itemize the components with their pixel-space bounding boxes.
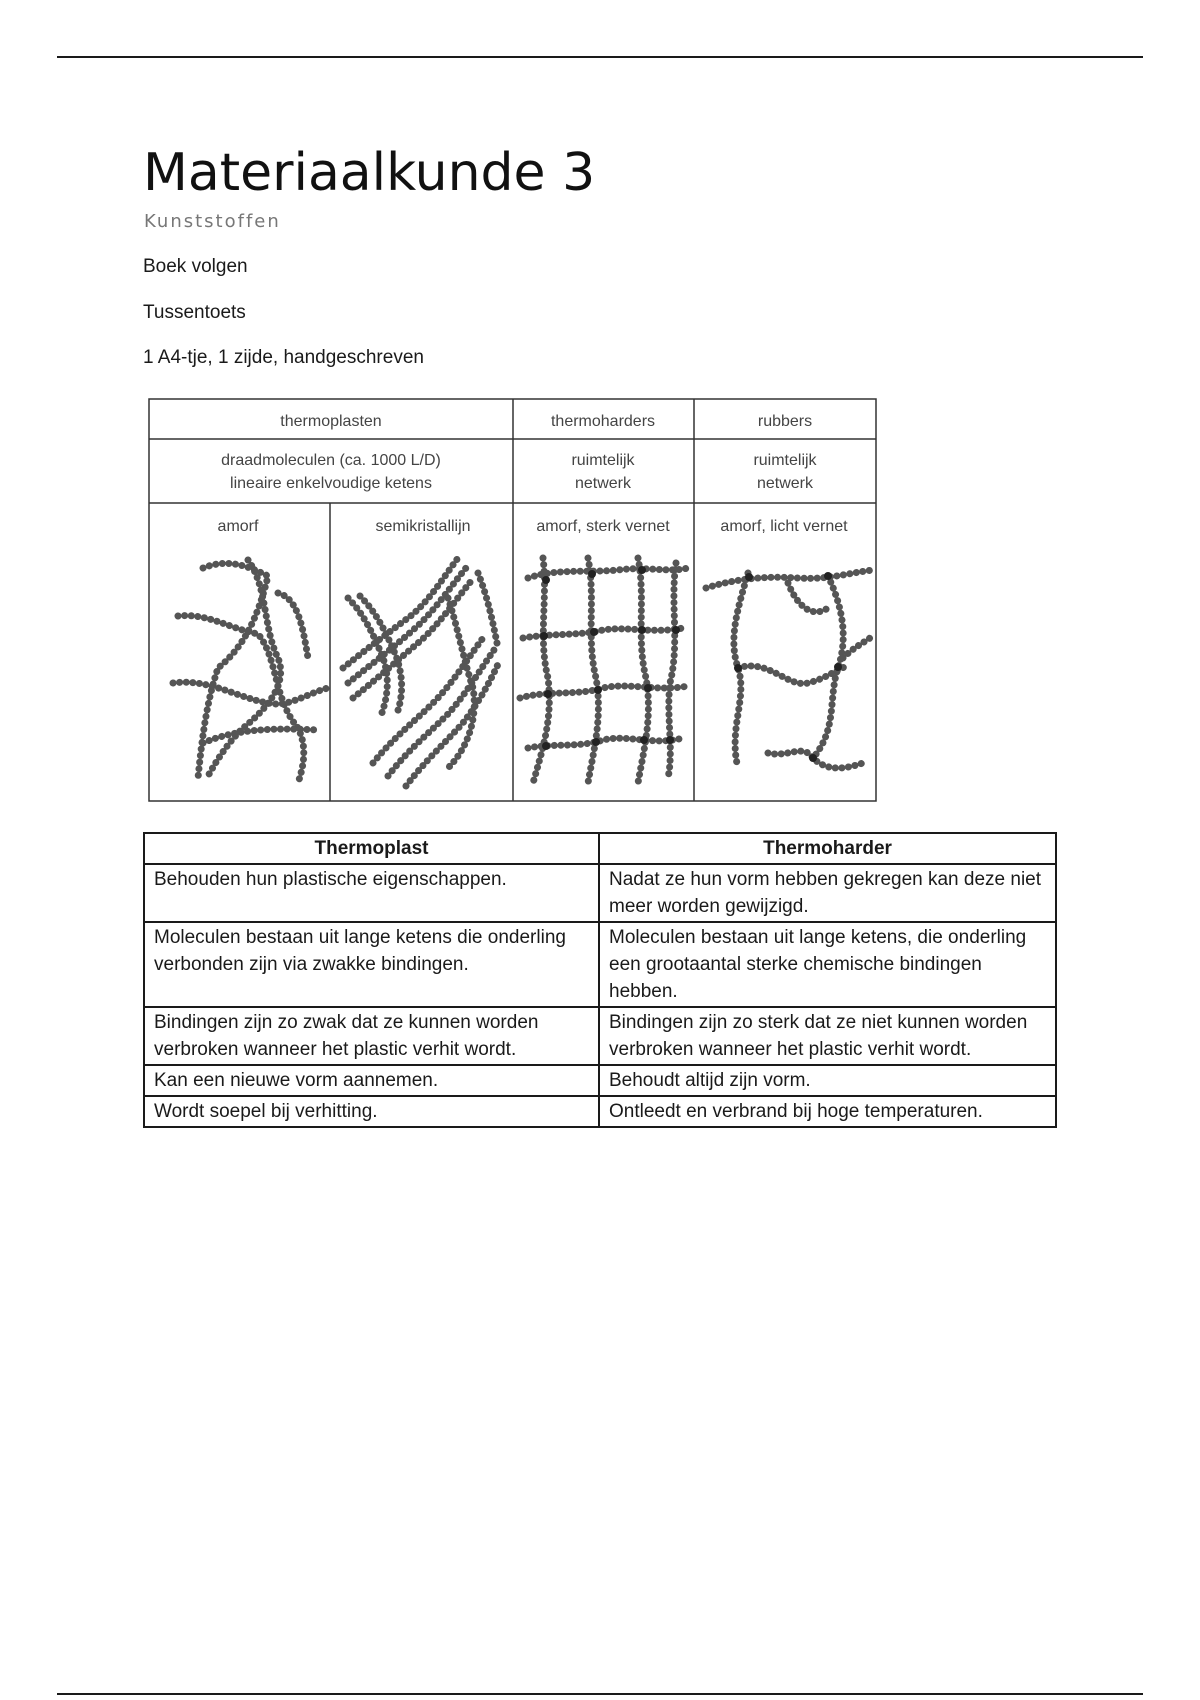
table-cell: Ontleedt en verbrand bij hoge temperaturen. [599,1096,1056,1127]
chain-amorf-4 [173,682,328,704]
subtype-licht-vernet: amorf, licht vernet [720,518,848,535]
table-cell: Bindingen zijn zo zwak dat ze kunnen worden verbroken wanneer het plastic verhit wordt. [144,1007,599,1065]
header-thermoplasten: thermoplasten [280,413,382,430]
header-thermoharder: Thermoharder [599,833,1056,864]
chain-licht-4 [738,666,848,684]
table-cell: Bindingen zijn zo sterk dat ze niet kunnen worden verbroken wanneer het plastic verhit wordt. [599,1007,1056,1065]
paragraph-a4-note: 1 A4-tje, 1 zijde, handgeschreven [143,347,424,368]
table-cell: Behoudt altijd zijn vorm. [599,1065,1056,1096]
desc-thermoharders-2: netwerk [574,475,632,492]
header-thermoharders: thermoharders [550,413,656,430]
chain-amorf-1 [198,563,268,778]
chain-sterk-1 [528,568,688,578]
chain-sterk-7 [638,558,648,783]
table-row [144,1096,1056,1127]
paragraph-tussentoets: Tussentoets [143,302,246,323]
subtype-sterk-vernet: amorf, sterk vernet [536,518,670,535]
desc-rubbers-2: netwerk [756,475,814,492]
table-row [144,922,1056,1007]
table-row [144,864,1056,922]
table-cell: Nadat ze hun vorm hebben gekregen kan deze niet meer worden gewijzigd. [599,864,1056,922]
comparison-table [143,832,1057,1128]
table-cell: Moleculen bestaan uit lange ketens die onderling verbonden zijn via zwakke bindingen. [144,922,599,1007]
document-subtitle: Kunststoffen [144,211,281,232]
header-rubbers: rubbers [757,413,813,430]
table-cell: Kan een nieuwe vorm aannemen. [144,1065,599,1096]
header-thermoplast: Thermoplast [144,833,599,864]
footer-rule [57,1693,1143,1695]
desc-thermoharders-1: ruimtelijk [571,452,635,469]
chain-sterk-8 [668,563,676,778]
chain-sterk-6 [588,558,598,783]
desc-thermoplasten-2: lineaire enkelvoudige ketens [230,475,432,492]
chain-licht-5 [788,583,828,612]
chain-licht-7 [843,638,870,658]
polymer-structure-diagram [148,398,878,803]
table-cell: Wordt soepel bij verhitting. [144,1096,599,1127]
paragraph-boek-volgen: Boek volgen [143,256,248,277]
chain-semi-7 [388,650,494,776]
chain-sterk-4 [528,738,683,748]
chain-amorf-6 [278,593,308,658]
document-title: Materiaalkunde 3 [143,143,596,203]
table-cell: Moleculen bestaan uit lange ketens, die onderling een grootaantal sterke chemische bindingen hebben. [599,922,1056,1007]
chain-illustrations [173,558,873,786]
subtype-amorf: amorf [217,518,259,535]
desc-thermoplasten-1: draadmoleculen (ca. 1000 L/D) [221,452,441,469]
desc-rubbers-1: ruimtelijk [753,452,817,469]
table-cell: Behouden hun plastische eigenschappen. [144,864,599,922]
header-rule [57,56,1143,58]
table-header-row [144,833,1056,864]
subtype-semikristallijn: semikristallijn [375,518,471,535]
table-row [144,1007,1056,1065]
polymer-structure-figure [148,398,878,803]
table-row [144,1065,1056,1096]
